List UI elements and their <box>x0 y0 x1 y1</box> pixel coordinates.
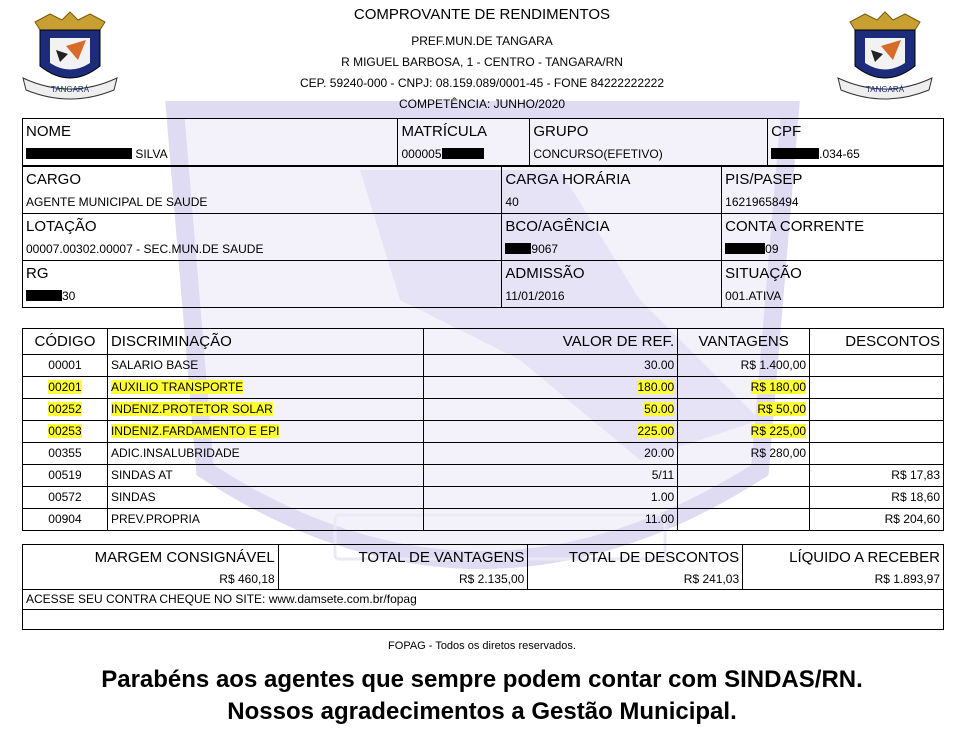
item-vantagem: R$ 280,00 <box>678 443 810 465</box>
document-title: COMPROVANTE DE RENDIMENTOS <box>353 6 611 23</box>
item-vantagem <box>678 377 810 399</box>
item-codigo: 00001 <box>23 355 108 377</box>
total-descontos-label: TOTAL DE DESCONTOS <box>528 545 743 571</box>
highlighted-text: 180.00 <box>637 380 675 394</box>
cargo-label: CARGO <box>23 167 502 194</box>
conta-corrente-label: CONTA CORRENTE <box>722 214 944 241</box>
employer-address: R MIGUEL BARBOSA, 1 - CENTRO - TANGARA/RN <box>341 55 623 69</box>
redaction-bar <box>26 290 62 301</box>
item-valor-ref: 1.00 <box>423 487 678 509</box>
item-valor-ref: 30.00 <box>423 355 678 377</box>
conta-corrente-field <box>722 240 944 261</box>
total-descontos-value: R$ 241,03 <box>528 570 743 590</box>
item-valor-ref <box>423 377 678 399</box>
admissao-label: ADMISSÃO <box>502 261 722 288</box>
municipal-coat-of-arms-icon <box>20 8 120 100</box>
item-vantagem <box>678 421 810 443</box>
employer-name: PREF.MUN.DE TANGARA <box>411 34 553 48</box>
item-valor-ref <box>423 399 678 421</box>
earnings-table <box>22 328 944 531</box>
footer-copyright: FOPAG - Todos os diretos reservados. <box>388 640 576 652</box>
item-desconto <box>810 421 944 443</box>
item-vantagem <box>678 465 810 487</box>
redaction-bar <box>771 148 819 159</box>
site-note: ACESSE SEU CONTRA CHEQUE NO SITE: www.damsete.com.br/fopag <box>23 590 944 610</box>
logo-banner-text: TANGARÁ <box>865 85 905 94</box>
item-codigo <box>23 377 108 399</box>
employee-info-panel <box>22 118 944 308</box>
item-desconto: R$ 17,83 <box>810 465 944 487</box>
highlighted-text: AUXILIO TRANSPORTE <box>110 380 244 394</box>
pis-pasep-label: PIS/PASEP <box>722 167 944 194</box>
table-row <box>23 377 944 399</box>
item-desconto <box>810 399 944 421</box>
logo-banner-text: TANGARÁ <box>50 85 90 94</box>
item-desconto <box>810 377 944 399</box>
highlighted-text: INDENIZ.FARDAMENTO E EPI <box>110 424 280 438</box>
banco-agencia-label: BCO/AGÊNCIA <box>502 214 722 241</box>
item-discriminacao: PREV.PROPRIA <box>107 509 423 531</box>
item-valor-ref: 5/11 <box>423 465 678 487</box>
item-discriminacao: SINDAS <box>107 487 423 509</box>
item-desconto: R$ 204,60 <box>810 509 944 531</box>
item-vantagem <box>678 509 810 531</box>
liquido-receber-value: R$ 1.893,97 <box>743 570 944 590</box>
item-vantagem: R$ 1.400,00 <box>678 355 810 377</box>
banco-agencia-field <box>502 240 722 261</box>
item-discriminacao <box>107 399 423 421</box>
item-discriminacao: SALARIO BASE <box>107 355 423 377</box>
item-valor-ref <box>423 421 678 443</box>
item-vantagem <box>678 487 810 509</box>
pis-pasep-value: 16219658494 <box>722 193 944 214</box>
employer-contact: CEP. 59240-000 - CNPJ: 08.159.089/0001-45 - FONE 84222222222 <box>299 76 665 90</box>
blank-row <box>23 610 944 630</box>
item-desconto: R$ 18,60 <box>810 487 944 509</box>
redaction-bar <box>725 243 765 254</box>
col-header-descontos: DESCONTOS <box>810 329 944 355</box>
conta-corrente-value: 09 <box>765 242 779 256</box>
col-header-vantagens: VANTAGENS <box>678 329 810 355</box>
item-discriminacao <box>107 377 423 399</box>
totals-panel <box>22 544 944 630</box>
cpf-value: .034-65 <box>819 147 860 161</box>
table-row <box>23 355 944 377</box>
item-valor-ref: 20.00 <box>423 443 678 465</box>
cpf-label: CPF <box>768 119 944 146</box>
total-vantagens-label: TOTAL DE VANTAGENS <box>278 545 528 571</box>
competence-period: COMPETÊNCIA: JUNHO/2020 <box>398 97 566 111</box>
highlighted-text: 225.00 <box>637 424 675 438</box>
item-vantagem <box>678 399 810 421</box>
item-discriminacao: SINDAS AT <box>107 465 423 487</box>
nome-value: SILVA <box>135 147 168 161</box>
municipal-coat-of-arms-icon <box>835 8 935 100</box>
grupo-label: GRUPO <box>530 119 768 146</box>
item-discriminacao: ADIC.INSALUBRIDADE <box>107 443 423 465</box>
cpf-field <box>768 145 944 166</box>
matricula-label: MATRÍCULA <box>398 119 530 146</box>
table-row <box>23 421 944 443</box>
item-codigo: 00519 <box>23 465 108 487</box>
item-desconto <box>810 443 944 465</box>
redaction-bar <box>442 148 484 159</box>
situacao-label: SITUAÇÃO <box>722 261 944 288</box>
grupo-value: CONCURSO(EFETIVO) <box>530 145 768 166</box>
admissao-value: 11/01/2016 <box>502 287 722 308</box>
item-desconto <box>810 355 944 377</box>
cargo-value: AGENTE MUNICIPAL DE SAUDE <box>23 193 502 214</box>
item-codigo: 00572 <box>23 487 108 509</box>
table-row <box>23 443 944 465</box>
carga-horaria-label: CARGA HORÁRIA <box>502 167 722 194</box>
col-header-valor-ref: VALOR DE REF. <box>423 329 678 355</box>
item-codigo: 00904 <box>23 509 108 531</box>
table-row <box>23 399 944 421</box>
banco-agencia-value: 9067 <box>531 242 559 256</box>
matricula-value: 000005 <box>401 147 442 161</box>
table-row <box>23 487 944 509</box>
nome-field <box>23 145 398 166</box>
item-codigo <box>23 421 108 443</box>
highlighted-text: 00252 <box>48 402 82 416</box>
highlighted-text: R$ 50,00 <box>757 402 807 416</box>
lotacao-label: LOTAÇÃO <box>23 214 502 241</box>
message-line-1: Parabéns aos agentes que sempre podem contar com SINDAS/RN. <box>101 666 863 693</box>
item-valor-ref: 11.00 <box>423 509 678 531</box>
carga-horaria-value: 40 <box>502 193 722 214</box>
item-discriminacao <box>107 421 423 443</box>
item-codigo <box>23 399 108 421</box>
col-header-codigo: CÓDIGO <box>23 329 108 355</box>
earnings-table-body <box>23 355 944 531</box>
highlighted-text: 00253 <box>48 424 82 438</box>
rg-label: RG <box>23 261 502 288</box>
col-header-discriminacao: DISCRIMINAÇÃO <box>107 329 423 355</box>
highlighted-text: 50.00 <box>644 402 675 416</box>
redaction-bar <box>26 148 132 159</box>
message-line-2: Nossos agradecimentos a Gestão Municipal. <box>227 698 737 725</box>
highlighted-text: R$ 180,00 <box>750 380 807 394</box>
nome-label: NOME <box>23 119 398 146</box>
highlighted-text: R$ 225,00 <box>750 424 807 438</box>
table-row <box>23 509 944 531</box>
rg-field <box>23 287 502 308</box>
lotacao-value: 00007.00302.00007 - SEC.MUN.DE SAUDE <box>23 240 502 261</box>
situacao-value: 001.ATIVA <box>722 287 944 308</box>
liquido-receber-label: LÍQUIDO A RECEBER <box>743 545 944 571</box>
item-codigo: 00355 <box>23 443 108 465</box>
table-row <box>23 465 944 487</box>
matricula-field <box>398 145 530 166</box>
highlighted-text: INDENIZ.PROTETOR SOLAR <box>110 402 273 416</box>
margem-consignavel-value: R$ 460,18 <box>23 570 279 590</box>
redaction-bar <box>505 243 531 254</box>
highlighted-text: 00201 <box>48 380 82 394</box>
table-header-row <box>23 329 944 355</box>
total-vantagens-value: R$ 2.135,00 <box>278 570 528 590</box>
rg-value: 30 <box>62 289 76 303</box>
margem-consignavel-label: MARGEM CONSIGNÁVEL <box>23 545 279 571</box>
